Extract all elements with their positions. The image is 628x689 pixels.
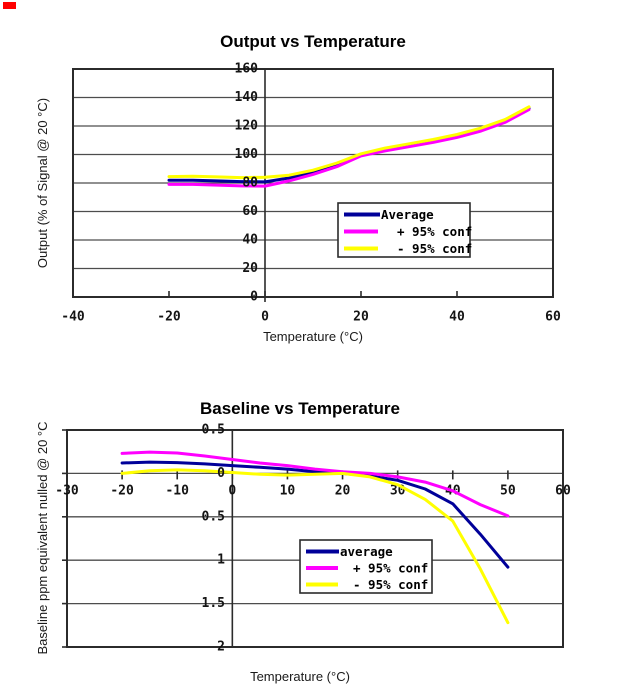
- x-tick-label: 10: [279, 483, 296, 499]
- x-tick-label: 30: [389, 483, 406, 499]
- y-tick-label: 0: [217, 465, 225, 481]
- plot-area: [55, 423, 571, 655]
- x-tick-label: 50: [500, 483, 516, 499]
- legend: [300, 540, 432, 593]
- series-line-95-conf: [169, 110, 529, 187]
- output-vs-temperature-chart: [35, 32, 561, 344]
- x-tick-label: 20: [334, 483, 351, 499]
- x-tick-label: -10: [165, 483, 189, 499]
- x-axis-title: Temperature (°C): [263, 329, 363, 344]
- y-tick-label: 0: [250, 289, 258, 305]
- x-tick-label: 0: [228, 483, 237, 499]
- chart-title: Baseline vs Temperature: [200, 399, 400, 418]
- x-axis-title: Temperature (°C): [250, 669, 350, 684]
- y-axis-title: Output (% of Signal @ 20 °C): [35, 97, 50, 269]
- y-tick-label: 0.5: [201, 509, 225, 525]
- x-tick-label: 40: [444, 483, 461, 499]
- legend-label-average: Average: [381, 207, 434, 222]
- y-tick-label: 140: [234, 90, 258, 105]
- chart-title: Output vs Temperature: [220, 32, 406, 51]
- x-tick-label: -40: [61, 309, 85, 325]
- series-line-95-conf: [169, 107, 529, 178]
- x-tick-label: 60: [555, 483, 571, 499]
- x-tick-label: -20: [110, 483, 134, 499]
- y-tick-label: 80: [242, 175, 258, 191]
- x-tick-label: 60: [545, 309, 561, 325]
- y-tick-label: 100: [234, 147, 258, 162]
- y-tick-label: 120: [234, 118, 258, 134]
- x-tick-label: 0: [261, 309, 269, 325]
- y-tick-label: 1: [217, 552, 225, 568]
- legend-label-minus-95-conf: - 95% conf: [353, 577, 429, 592]
- legend-label-plus-95-conf: + 95% conf: [397, 224, 473, 239]
- plot-area: [61, 62, 561, 325]
- y-tick-label: 40: [242, 232, 258, 248]
- y-tick-label: 2: [217, 639, 225, 655]
- x-tick-label: -30: [55, 483, 79, 499]
- baseline-vs-temperature-chart: [35, 399, 571, 684]
- y-tick-label: 60: [242, 204, 258, 219]
- y-tick-label: 1.5: [201, 596, 225, 612]
- series-line-average: [169, 108, 529, 182]
- y-tick-label: 20: [242, 261, 258, 276]
- legend-label-plus-95-conf: + 95% conf: [353, 560, 429, 576]
- y-axis-title: Baseline ppm equivalent nulled @ 20 °C: [35, 421, 50, 655]
- x-tick-label: -20: [157, 309, 181, 325]
- y-tick-label: 0.5: [201, 422, 225, 438]
- x-tick-label: 40: [449, 309, 465, 325]
- x-tick-label: 20: [353, 309, 369, 325]
- legend: [338, 203, 472, 257]
- legend-label-minus-95-conf: - 95% conf: [397, 241, 473, 256]
- legend-label-average: average: [340, 544, 393, 559]
- y-tick-label: 160: [234, 61, 258, 77]
